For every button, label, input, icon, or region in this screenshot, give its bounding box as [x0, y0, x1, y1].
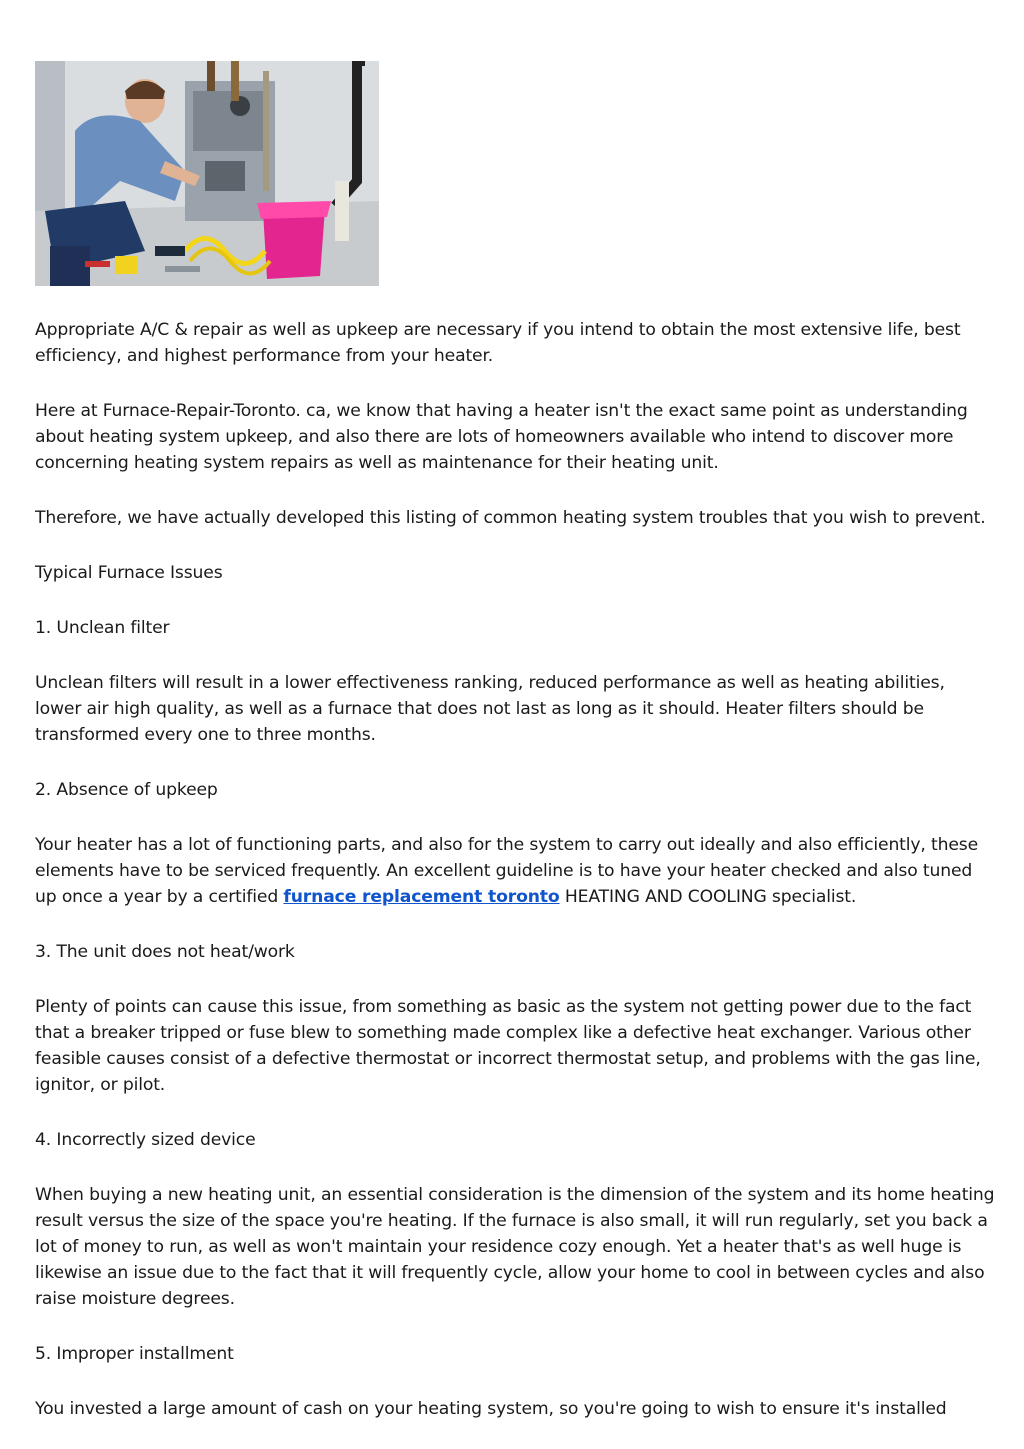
- technician-photo: [35, 61, 379, 286]
- intro-paragraph: Appropriate A/C & repair as well as upkeep are necessary if you intend to obtain the most extensive life, best efficiency, and highest performance from your heater.: [35, 320, 961, 366]
- company-paragraph: Here at Furnace-Repair-Toronto. ca, we know that having a heater isn't the exact same point as understanding about heating system upkeep, and also there are lots of homeowners available who intend to discover more concerning heating system repairs as well as maintenance for their heating unit.: [35, 401, 968, 473]
- issue-heading-4: 4. Incorrectly sized device: [35, 1130, 256, 1150]
- text-after-link: HEATING AND COOLING specialist.: [559, 887, 857, 907]
- issue-heading-2: 2. Absence of upkeep: [35, 780, 218, 800]
- furnace-replacement-link[interactable]: furnace replacement toronto: [283, 887, 560, 907]
- listing-paragraph: Therefore, we have actually developed this listing of common heating system troubles that you wish to prevent.: [35, 508, 986, 528]
- issue-heading-5: 5. Improper installment: [35, 1344, 234, 1364]
- issue-heading-3: 3. The unit does not heat/work: [35, 942, 295, 962]
- article: [35, 61, 995, 1422]
- issue-paragraph-3: Plenty of points can cause this issue, from something as basic as the system not getting power due to the fact that a breaker tripped or fuse blew to something made complex like a defective heat exchanger. Various other feasible causes consist of a defective thermostat or incorrect thermostat setup, and problems with the gas line, ignitor, or pilot.: [35, 997, 981, 1095]
- issue-paragraph-4: When buying a new heating unit, an essential consideration is the dimension of the system and its home heating result versus the size of the space you're heating. If the furnace is also small, it will run regularly, set you back a lot of money to run, as well as won't maintain your residence cozy enough. Yet a heater that's as well huge is likewise an issue due to the fact that it will frequently cycle, allow your home to cool in between cycles and also raise moisture degrees.: [35, 1185, 995, 1309]
- issue-paragraph-5: You invested a large amount of cash on your heating system, so you're going to wish to ensure it's installed: [35, 1399, 947, 1419]
- furnace-repair-image: [35, 61, 379, 286]
- text-before-link: Your heater has a lot of functioning parts, and also for the system to carry out ideally and also efficiently, these elements have to be serviced frequently. An excellent guideline is to have your heater checked and also tuned up once a year by a certified: [35, 835, 979, 907]
- issue-heading-1: 1. Unclean filter: [35, 618, 170, 638]
- issue-paragraph-1: Unclean filters will result in a lower effectiveness ranking, reduced performance as well as heating abilities, lower air high quality, as well as a furnace that does not last as long as it should. Heater filters should be transformed every one to three months.: [35, 673, 945, 745]
- issue-paragraph-2: [35, 832, 995, 910]
- section-heading: Typical Furnace Issues: [35, 563, 223, 583]
